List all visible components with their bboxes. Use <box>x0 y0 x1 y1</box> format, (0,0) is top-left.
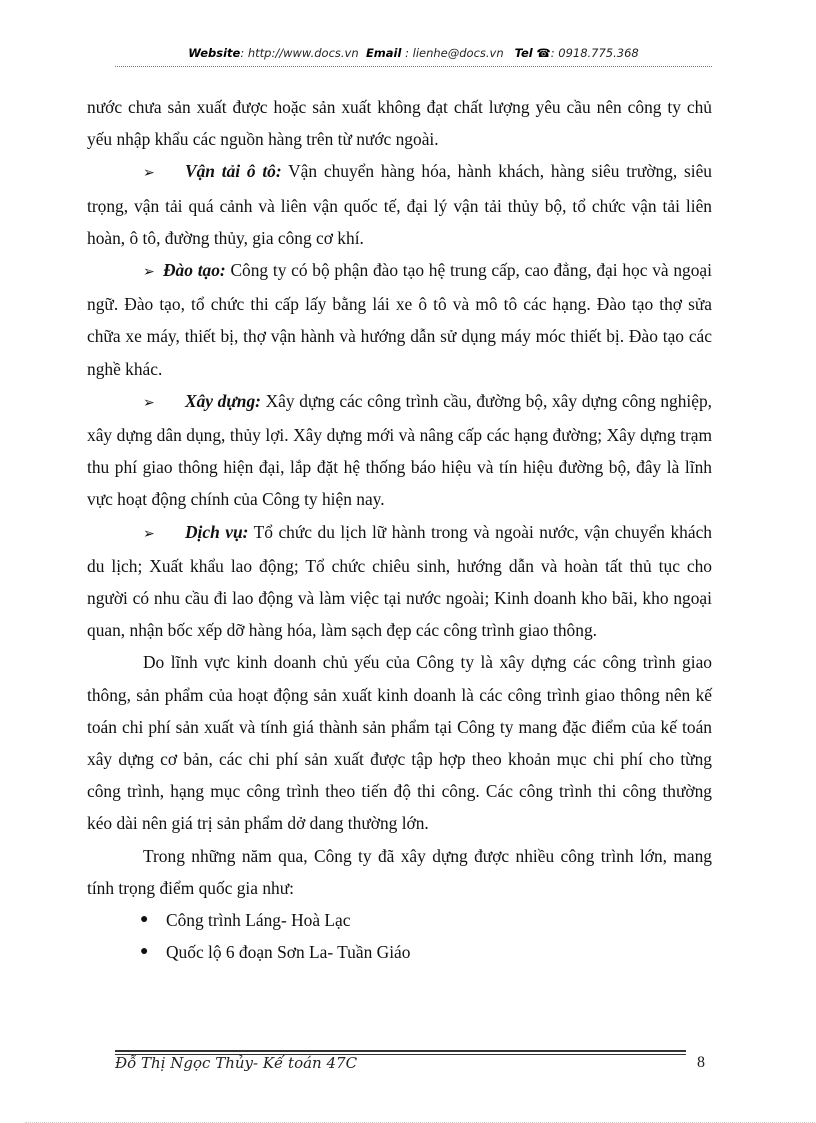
term-label: Đào tạo: <box>163 260 226 281</box>
tel-value: : 0918.775.368 <box>550 46 639 60</box>
term-text: Xây dựng các công trình cầu, đường bộ, xây dựng công nghiệp, xây dựng dân dụng, thủy lợi. Xây dựng mới và nâng cấp các hạng đường; Xây dựng trạm thu phí giao thông hiện đại, lắp đặt hệ thống báo hiệu và tín hiệu đường bộ, đây là lĩnh vực hoạt động chính của Công ty hiện nay. <box>87 390 712 510</box>
arrow-bullet-icon: ➢ <box>143 394 155 411</box>
list-item-project <box>87 904 712 936</box>
term-label: Xây dựng: <box>185 390 261 411</box>
document-body <box>87 91 712 968</box>
arrow-bullet-icon: ➢ <box>143 525 155 542</box>
list-item-construction <box>87 385 712 516</box>
project-name: Công trình Láng- Hoà Lạc <box>166 910 351 931</box>
paragraph-business: Do lĩnh vực kinh doanh chủ yếu của Công ty là xây dựng các công trình giao thông, sản phẩm của hoạt động sản xuất kinh doanh là các công trình giao thông nên kế toán chi phí sản xuất và tính giá thành sản phẩm tại Công ty mang đặc điểm của kế toán xây dựng cơ bản, các chi phí sản xuất được tập hợp theo khoản mục chi phí cho từng công trình, hạng mục công trình theo tiến độ thi công. Các công trình thi công thường kéo dài nên giá trị sản phẩm dở dang thường lớn. <box>87 652 712 834</box>
term-label: Dịch vụ: <box>185 521 249 542</box>
arrow-bullet-icon: ➢ <box>143 165 155 182</box>
page-header <box>115 46 712 66</box>
website-label: Website <box>188 46 241 60</box>
term-text: Vận chuyển hàng hóa, hành khách, hàng siêu trường, siêu trọng, vận tải quá cảnh và liên vận quốc tế, đại lý vận tải thủy bộ, tổ chức vận tải liên hoàn, ô tô, đường thủy, gia công cơ khí. <box>87 161 712 248</box>
email-value: : lienhe@docs.vn <box>405 46 504 60</box>
list-item-transport <box>87 155 712 254</box>
email-label: Email <box>365 46 402 60</box>
list-item-services <box>87 516 712 647</box>
term-label: Vận tải ô tô: <box>185 161 282 182</box>
paragraph-projects-intro: Trong những năm qua, Công ty đã xây dựng được nhiều công trình lớn, mang tính trọng điểm quốc gia như: <box>87 845 712 898</box>
term-text: Tổ chức du lịch lữ hành trong và ngoài nước, vận chuyển khách du lịch; Xuất khẩu lao động; Tổ chức chiêu sinh, hướng dẫn và hoàn tất thủ tục cho người có nhu cầu đi lao động và làm việc tại nước ngoài; Kinh doanh kho bãi, kho ngoại quan, nhận bốc xếp dỡ hàng hóa, làm sạch đẹp các công trình giao thông. <box>87 521 713 641</box>
term-text: Công ty có bộ phận đào tạo hệ trung cấp, cao đẳng, đại học và ngoại ngữ. Đào tạo, tổ chức thi cấp lấy bằng lái xe ô tô và mô tô các hạng. Đào tạo thợ sửa chữa xe máy, thiết bị, thợ vận hành và hướng dẫn sử dụng máy móc thiết bị. Đào tạo các nghề khác. <box>87 260 712 379</box>
header-divider <box>115 66 712 67</box>
list-item-project <box>87 936 712 968</box>
footer-author: Đỗ Thị Ngọc Thủy- Kế toán 47C <box>115 1054 358 1072</box>
projects-list <box>87 904 712 968</box>
list-item-training <box>87 254 712 385</box>
phone-icon: ☎ <box>536 46 551 60</box>
project-name: Quốc lộ 6 đoạn Sơn La- Tuần Giáo <box>166 942 411 963</box>
paragraph-continuation: nước chưa sản xuất được hoặc sản xuất không đạt chất lượng yêu cầu nên công ty chủ yếu nhập khẩu các nguồn hàng trên từ nước ngoài. <box>87 97 712 150</box>
tel-label: Tel <box>514 46 533 60</box>
bullet-dot-icon: ● <box>140 912 149 928</box>
arrow-bullet-icon: ➢ <box>143 264 155 281</box>
bullet-dot-icon: ● <box>140 944 149 960</box>
page-number: 8 <box>697 1054 705 1071</box>
website-value: : http://www.docs.vn <box>240 46 359 60</box>
